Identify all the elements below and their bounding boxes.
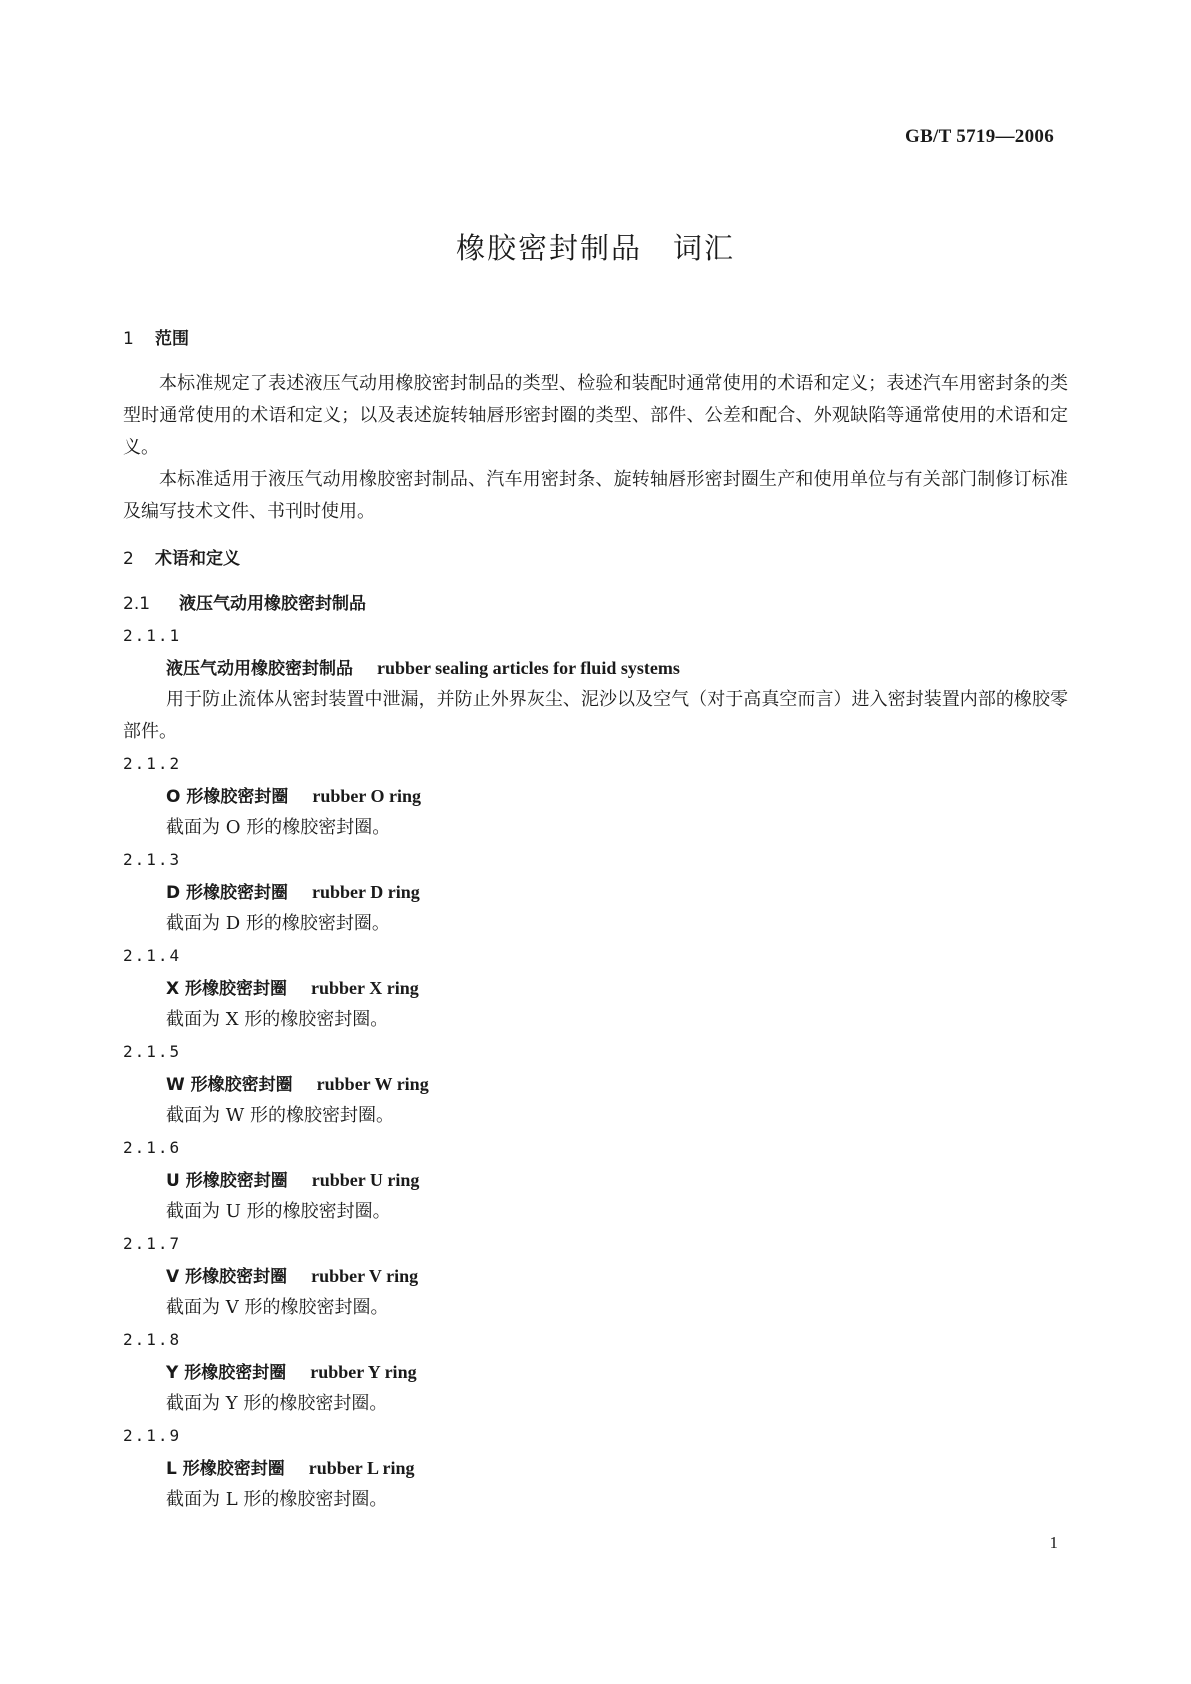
term-heading [123, 1356, 1068, 1388]
section-1-heading [123, 322, 1068, 356]
document-body [123, 322, 1068, 1516]
term-entry [123, 1420, 1068, 1516]
term-entry [123, 620, 1068, 748]
term-english: rubber D ring [312, 882, 420, 902]
term-english: rubber Y ring [310, 1362, 417, 1382]
term-number: 2.1.4 [123, 946, 182, 965]
term-heading [123, 780, 1068, 812]
term-chinese: V 形橡胶密封圈 [166, 1267, 288, 1287]
term-entry [123, 940, 1068, 1036]
subsection-2-1-heading [123, 588, 1068, 620]
term-chinese: D 形橡胶密封圈 [166, 883, 289, 903]
term-heading [123, 1068, 1068, 1100]
term-english: rubber X ring [311, 978, 419, 998]
term-definition: 截面为 D 形的橡胶密封圈。 [166, 913, 390, 934]
term-english: rubber O ring [312, 786, 422, 806]
term-definition: 截面为 L 形的橡胶密封圈。 [166, 1489, 388, 1510]
term-chinese: 液压气动用橡胶密封制品 [166, 659, 353, 679]
term-heading [123, 972, 1068, 1004]
term-definition: 截面为 U 形的橡胶密封圈。 [166, 1201, 391, 1222]
term-english: rubber U ring [311, 1170, 420, 1190]
section-number: 1 [123, 329, 134, 349]
section-title: 范围 [155, 329, 189, 349]
term-number: 2.1.5 [123, 1042, 182, 1061]
subsection-number: 2.1 [123, 594, 151, 614]
term-english: rubber V ring [311, 1266, 419, 1286]
term-english: rubber W ring [316, 1074, 429, 1094]
term-chinese: L 形橡胶密封圈 [166, 1459, 285, 1479]
term-entry [123, 844, 1068, 940]
term-number: 2.1.8 [123, 1330, 182, 1349]
term-number: 2.1.3 [123, 850, 182, 869]
term-entry [123, 748, 1068, 844]
term-chinese: O 形橡胶密封圈 [166, 787, 289, 807]
term-english: rubber L ring [308, 1458, 415, 1478]
document-title: 橡胶密封制品 词汇 [455, 231, 735, 265]
scope-paragraph-2: 本标准适用于液压气动用橡胶密封制品、汽车用密封条、旋转轴唇形密封圈生产和使用单位与有关部门制修订标准及编写技术文件、书刊时使用。 [123, 469, 1068, 522]
term-entry [123, 1324, 1068, 1420]
section-2-heading [123, 542, 1068, 576]
term-chinese: U 形橡胶密封圈 [166, 1171, 288, 1191]
term-heading [123, 1260, 1068, 1292]
term-entry [123, 1132, 1068, 1228]
term-definition: 用于防止流体从密封装置中泄漏，并防止外界灰尘、泥沙以及空气（对于高真空而言）进入密封装置内部的橡胶零部件。 [123, 689, 1068, 742]
term-heading [123, 876, 1068, 908]
term-definition: 截面为 X 形的橡胶密封圈。 [166, 1009, 389, 1030]
term-number: 2.1.9 [123, 1426, 182, 1445]
page-number: 1 [1049, 1533, 1058, 1552]
term-number: 2.1.6 [123, 1138, 182, 1157]
term-chinese: X 形橡胶密封圈 [166, 979, 288, 999]
term-definition: 截面为 W 形的橡胶密封圈。 [166, 1105, 394, 1126]
term-definition: 截面为 O 形的橡胶密封圈。 [166, 817, 391, 838]
document-code: GB/T 5719—2006 [904, 126, 1054, 147]
section-title: 术语和定义 [155, 549, 240, 569]
term-definition: 截面为 Y 形的橡胶密封圈。 [166, 1393, 388, 1414]
term-heading [123, 652, 1068, 684]
term-number: 2.1.7 [123, 1234, 182, 1253]
term-definition: 截面为 V 形的橡胶密封圈。 [166, 1297, 389, 1318]
term-number: 2.1.1 [123, 626, 182, 645]
term-entry [123, 1228, 1068, 1324]
term-chinese: Y 形橡胶密封圈 [166, 1363, 287, 1383]
scope-paragraph-1: 本标准规定了表述液压气动用橡胶密封制品的类型、检验和装配时通常使用的术语和定义；表述汽车用密封条的类型时通常使用的术语和定义；以及表述旋转轴唇形密封圈的类型、部件、公差和配合、外观缺陷等通常使用的术语和定义。 [123, 373, 1068, 458]
term-entry [123, 1036, 1068, 1132]
term-heading [123, 1452, 1068, 1484]
term-heading [123, 1164, 1068, 1196]
term-english: rubber sealing articles for fluid systems [377, 658, 680, 678]
term-number: 2.1.2 [123, 754, 182, 773]
subsection-title: 液压气动用橡胶密封制品 [179, 594, 366, 614]
term-chinese: W 形橡胶密封圈 [166, 1075, 293, 1095]
section-number: 2 [123, 549, 134, 569]
